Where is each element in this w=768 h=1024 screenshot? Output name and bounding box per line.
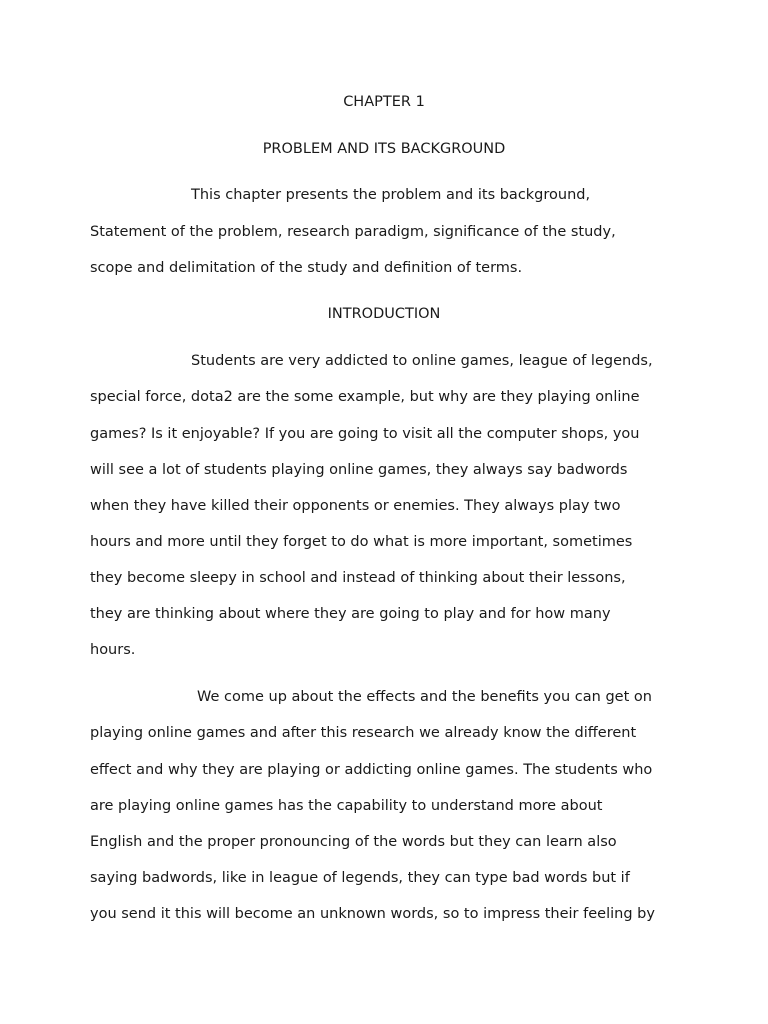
paragraph-line: you send it this will become an unknown words, so to impress their feeling by [90,906,655,922]
introduction-heading: INTRODUCTION [327,306,441,322]
paragraph-line: they become sleepy in school and instead of thinking about their lessons, [90,570,626,586]
section-title: PROBLEM AND ITS BACKGROUND [262,141,506,157]
paragraph-line: games? Is it enjoyable? If you are going to visit all the computer shops, you [90,426,640,442]
paragraph-line: Statement of the problem, research paradigm, significance of the study, [90,224,616,240]
paragraph-line: will see a lot of students playing online games, they always say badwords [90,462,628,478]
paragraph-line: hours. [90,642,136,658]
paragraph-line: scope and delimitation of the study and definition of terms. [90,260,523,276]
paragraph-line: playing online games and after this research we already know the different [90,725,637,741]
paragraph-line: are playing online games has the capability to understand more about [90,798,603,814]
paragraph-line: when they have killed their opponents or enemies. They always play two [90,498,621,514]
paragraph-line: hours and more until they forget to do what is more important, sometimes [90,534,633,550]
paragraph-line: Students are very addicted to online games, league of legends, [191,353,653,369]
paragraph-line: saying badwords, like in league of legends, they can type bad words but if [90,870,630,886]
paragraph-line: special force, dota2 are the some example, but why are they playing online [90,389,640,405]
paragraph-line: effect and why they are playing or addicting online games. The students who [90,762,653,778]
paragraph-line: We come up about the effects and the benefits you can get on [197,689,652,705]
paragraph-line: they are thinking about where they are going to play and for how many [90,606,611,622]
paragraph-line: This chapter presents the problem and its background, [191,187,591,203]
chapter-title: CHAPTER 1 [343,94,425,110]
paragraph-line: English and the proper pronouncing of the words but they can learn also [90,834,617,850]
